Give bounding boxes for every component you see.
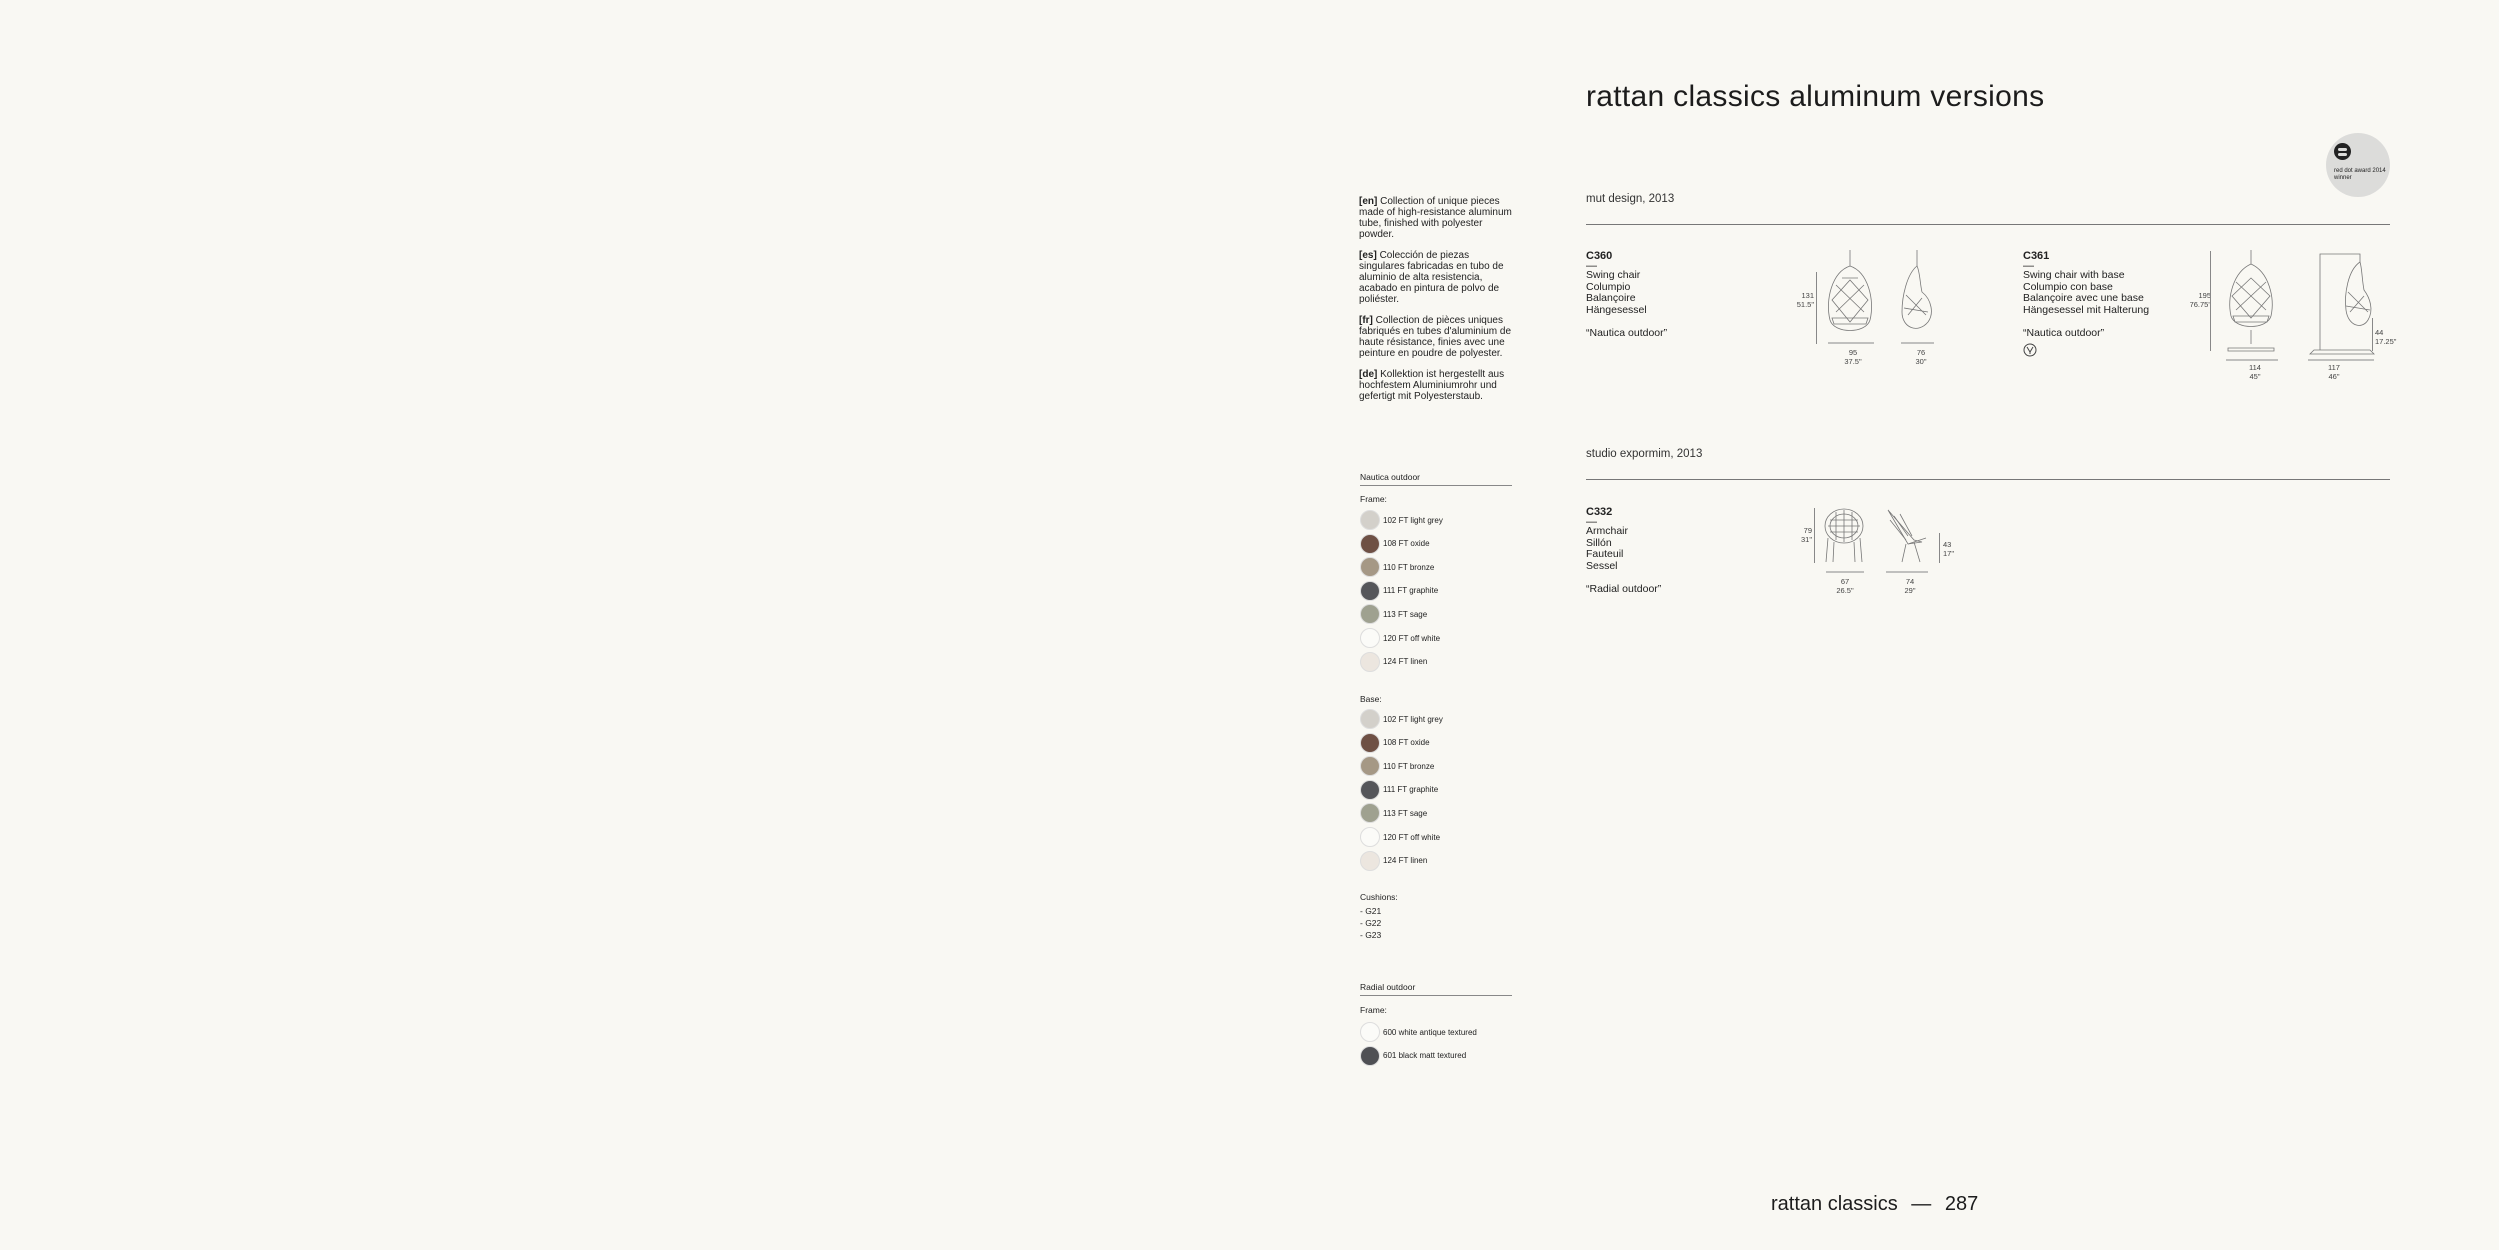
frame-label: Frame: xyxy=(1360,494,1387,504)
swatch-label: 113 FT sage xyxy=(1383,609,1428,619)
swatch-label: 113 FT sage xyxy=(1383,808,1428,818)
dimension-seat-height: 43 17" xyxy=(1943,540,1955,558)
base-label: Base: xyxy=(1360,694,1382,704)
cushion-item: - G22 xyxy=(1360,918,1382,928)
cushions-label: Cushions: xyxy=(1360,892,1398,902)
color-swatch xyxy=(1360,1022,1380,1042)
swatch-item xyxy=(1360,580,1438,602)
product-code: C361 xyxy=(2023,250,2050,262)
color-swatch xyxy=(1360,557,1380,577)
swatch-label: 110 FT bronze xyxy=(1383,562,1435,572)
dimension-line xyxy=(1814,508,1815,563)
finishes-divider xyxy=(1360,485,1512,486)
swatch-label: 108 FT oxide xyxy=(1383,738,1430,748)
product-collection: “Nautica outdoor” xyxy=(1586,327,1668,339)
dimension-line xyxy=(2372,318,2373,351)
award-name: red dot award 2014 xyxy=(2334,168,2386,174)
product-code: C332 xyxy=(1586,506,1613,518)
swatch-item xyxy=(1360,651,1427,673)
product-collection: “Nautica outdoor” xyxy=(2023,327,2105,339)
designer-label: studio expormim, 2013 xyxy=(1586,448,1703,460)
section-divider xyxy=(1586,479,2390,480)
product-c361 xyxy=(2023,250,2149,362)
product-names: Swing chair with base Columpio con base Balançoire avec une base Hängesessel mit Halterung xyxy=(2023,269,2150,316)
color-swatch xyxy=(1360,510,1380,530)
swatch-item xyxy=(1360,603,1427,625)
radial-finishes-title: Radial outdoor xyxy=(1360,982,1512,996)
dimension-width-front: 67 26.5" xyxy=(1836,577,1854,595)
color-swatch xyxy=(1360,652,1380,672)
dimension-width-side: 74 29" xyxy=(1904,577,1916,595)
swatch-label: 601 black matt textured xyxy=(1383,1051,1467,1061)
swatch-label: 108 FT oxide xyxy=(1383,539,1430,549)
swatch-label: 600 white antique textured xyxy=(1383,1027,1477,1037)
product-dash: — xyxy=(1586,260,1597,272)
intro-en: [en] Collection of unique pieces made of high-resistance aluminum tube, finished with polyester powder. xyxy=(1359,196,1512,240)
swatch-item xyxy=(1360,1021,1477,1043)
dimension-height: 195 76.75" xyxy=(2189,291,2211,309)
product-c332 xyxy=(1586,506,1661,595)
swatch-label: 110 FT bronze xyxy=(1383,761,1435,771)
outdoor-certification-icon xyxy=(2023,343,2037,357)
cushion-item: - G23 xyxy=(1360,930,1382,940)
swatch-label: 124 FT linen xyxy=(1383,856,1428,866)
swatch-item xyxy=(1360,802,1427,824)
color-swatch xyxy=(1360,628,1380,648)
dimension-line xyxy=(2210,251,2211,351)
color-swatch xyxy=(1360,827,1380,847)
color-swatch xyxy=(1360,1046,1380,1066)
footer-text: rattan classics xyxy=(1771,1193,1898,1215)
finishes-panel xyxy=(1360,472,1512,1061)
cushion-item: - G21 xyxy=(1360,906,1382,916)
intro-text xyxy=(1359,196,1517,412)
intro-de: [de] Kollektion ist hergestellt aus hochfestem Aluminiumrohr und gefertigt mit Polyesterstaub. xyxy=(1359,369,1505,402)
product-dash: — xyxy=(2023,260,2034,272)
swatch-label: 102 FT light grey xyxy=(1383,714,1443,724)
color-swatch xyxy=(1360,851,1380,871)
product-dash: — xyxy=(1586,516,1597,528)
dimension-width-front: 114 45" xyxy=(2249,363,2261,381)
swatch-item xyxy=(1360,779,1438,801)
swatch-item xyxy=(1360,1045,1466,1067)
color-swatch xyxy=(1360,733,1380,753)
c360-swing-chair-drawing xyxy=(1822,250,1946,345)
product-collection: “Radial outdoor” xyxy=(1586,583,1662,595)
dimension-seat-height: 44 17.25" xyxy=(2375,328,2397,346)
dimension-height: 131 51.5" xyxy=(1796,291,1814,309)
radial-frame-label: Frame: xyxy=(1360,1005,1387,1015)
red-dot-award-badge xyxy=(2326,133,2390,197)
product-code: C360 xyxy=(1586,250,1613,262)
swatch-item xyxy=(1360,826,1440,848)
intro-fr: [fr] Collection de pièces uniques fabriqués en tubes d'aluminium de haute résistance, finies avec une peinture en poudre de polyester. xyxy=(1359,315,1512,359)
product-names: Swing chair Columpio Balançoire Hängesessel xyxy=(1586,269,1647,316)
swatch-item xyxy=(1360,708,1443,730)
dimension-width-side: 117 46" xyxy=(2328,363,2340,381)
color-swatch xyxy=(1360,780,1380,800)
award-status: winner xyxy=(2334,175,2352,181)
color-swatch xyxy=(1360,756,1380,776)
color-swatch xyxy=(1360,581,1380,601)
cushion-list xyxy=(1360,905,1381,941)
designer-label: mut design, 2013 xyxy=(1586,193,1675,205)
color-swatch xyxy=(1360,604,1380,624)
swatch-label: 120 FT off white xyxy=(1383,832,1441,842)
swatch-label: 102 FT light grey xyxy=(1383,515,1443,525)
swatch-label: 111 FT graphite xyxy=(1383,785,1439,795)
section-divider xyxy=(1586,224,2390,225)
footer-dash: — xyxy=(1911,1193,1932,1215)
swatch-label: 111 FT graphite xyxy=(1383,586,1439,596)
swatch-item xyxy=(1360,755,1434,777)
page-number: 287 xyxy=(1944,1193,1979,1215)
page-title: rattan classics aluminum versions xyxy=(1586,80,2045,113)
swatch-item xyxy=(1360,850,1427,872)
swatch-label: 124 FT linen xyxy=(1383,657,1428,667)
dimension-line xyxy=(1816,272,1817,344)
swatch-item xyxy=(1360,556,1434,578)
product-names: Armchair Sillón Fauteuil Sessel xyxy=(1586,525,1629,572)
finishes-divider xyxy=(1360,995,1512,996)
swatch-item xyxy=(1360,627,1440,649)
swatch-label: 120 FT off white xyxy=(1383,633,1441,643)
nautica-finishes-title: Nautica outdoor xyxy=(1360,472,1421,482)
dimension-line xyxy=(1939,533,1940,563)
swatch-item xyxy=(1360,509,1443,531)
intro-es: [es] Colección de piezas singulares fabricadas en tubo de aluminio de alta resistencia, acabado en pintura de polvo de poliéster. xyxy=(1359,250,1504,305)
product-c360 xyxy=(1586,250,1667,339)
color-swatch xyxy=(1360,803,1380,823)
page-footer xyxy=(1771,1193,1978,1216)
c332-armchair-drawing xyxy=(1818,506,1942,574)
color-swatch xyxy=(1360,709,1380,729)
color-swatch xyxy=(1360,534,1380,554)
swatch-item xyxy=(1360,533,1430,555)
dimension-width-front: 95 37.5" xyxy=(1844,348,1862,366)
dimension-height: 79 31" xyxy=(1800,526,1812,544)
dimension-width-side: 76 30" xyxy=(1915,348,1927,366)
c361-swing-chair-with-base-drawing xyxy=(2218,250,2378,362)
swatch-item xyxy=(1360,732,1430,754)
red-dot-logo-icon xyxy=(2334,143,2351,160)
